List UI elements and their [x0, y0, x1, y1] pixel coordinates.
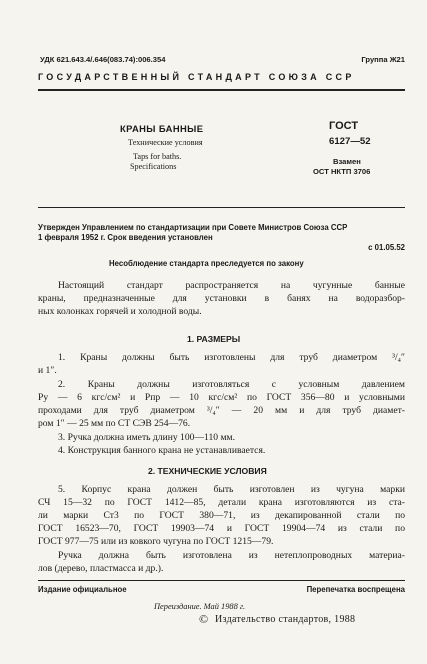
paragraph-line: СЧ 15—32 по ГОСТ 1412—85, детали крана изготовляются из ста-: [38, 497, 405, 508]
paragraph-line: лов (дерево, пластмасса и др.).: [38, 563, 164, 574]
document-title: КРАНЫ БАННЫЕ: [120, 123, 204, 134]
udk-code: УДК 621.643.4/.646(083.74):006.354: [40, 55, 166, 64]
paragraph-line: ГОСТ 977—75 или из ковкого чугуна по ГОСТ 1215—79.: [38, 536, 274, 547]
paragraph-line: ли марки Ст3 по ГОСТ 380—71, из декапированной стали по: [38, 510, 405, 521]
paragraph-line: и 1″.: [38, 365, 57, 376]
paragraph-line: ром 1″ — 25 мм по СТ СЭВ 254—76.: [38, 418, 191, 429]
header-divider: [38, 89, 405, 91]
paragraph-line: проходами для труб диаметром ³/₄″ — 20 мм и для труб диамет-: [38, 405, 405, 416]
paragraph-line: 3. Ручка должна иметь длину 100—110 мм.: [58, 432, 236, 443]
intro-paragraph: [38, 279, 405, 318]
reprint-notice: Перепечатка воспрещена: [306, 585, 405, 594]
agency-title: ГОСУДАРСТВЕННЫЙ СТАНДАРТ СОЮЗА ССР: [38, 72, 355, 82]
publisher-line: Издательство стандартов, 1988: [215, 614, 356, 625]
approval-line-2: 1 февраля 1952 г. Срок введения установлен: [38, 233, 213, 242]
intro-line: ных колонках горячей и холодной воды.: [38, 306, 202, 317]
copyright-icon: ©: [199, 612, 209, 626]
paragraph-line: Pу — 6 кгс/см² и Pпр — 10 кгс/см² по ГОСТ 356—80 и условными: [38, 392, 405, 403]
section-2-item-6: [38, 549, 405, 575]
intro-line: краны, предназначенные для установки в банях на водоразбор-: [38, 293, 405, 304]
replaces-value: ОСТ НКТП 3706: [313, 167, 371, 176]
official-edition: Издание официальное: [38, 585, 127, 594]
paragraph-line: Ручка должна быть изготовлена из нетеплопроводных материа-: [58, 550, 405, 561]
section-2-item-5: [38, 483, 405, 548]
title-english-2: Specifications: [130, 162, 177, 171]
section-1-item-4: [58, 444, 405, 457]
reissue-note: Переиздание. Май 1988 г.: [154, 602, 246, 611]
section-1-item-2: [38, 378, 405, 430]
paragraph-line: 2. Краны должны изготовляться с условным давлением: [58, 379, 405, 390]
legal-notice: Несоблюдение стандарта преследуется по закону: [109, 259, 304, 268]
approval-line-1: Утвержден Управлением по стандартизации при Совете Министров Союза ССР: [38, 223, 348, 232]
document-subtitle: Технические условия: [128, 138, 203, 147]
gost-label: ГОСТ: [329, 120, 359, 132]
footer-divider: [38, 580, 405, 581]
paragraph-line: 1. Краны должны быть изготовлены для труб диаметром ³/₄″: [58, 352, 405, 363]
section-1-heading: 1. РАЗМЕРЫ: [187, 334, 241, 344]
section-2-heading: 2. ТЕХНИЧЕСКИЕ УСЛОВИЯ: [148, 466, 267, 476]
paragraph-line: 5. Корпус крана должен быть изготовлен из чугуна марки: [58, 484, 405, 495]
gost-number: 6127—52: [329, 136, 371, 147]
section-1-item-3: [58, 431, 405, 444]
group-code: Группа Ж21: [361, 55, 405, 64]
title-divider: [38, 207, 405, 208]
effective-date: с 01.05.52: [368, 243, 405, 252]
section-1-item-1: [38, 351, 405, 377]
paragraph-line: ГОСТ 16523—70, ГОСТ 19903—74 и ГОСТ 19904—74 из стали по: [38, 523, 405, 534]
paragraph-line: 4. Конструкция банного крана не устанавливается.: [58, 445, 266, 456]
intro-line: Настоящий стандарт распространяется на чугунные банные: [58, 280, 405, 291]
title-english-1: Taps for baths.: [133, 152, 182, 161]
replaces-label: Взамен: [333, 157, 361, 166]
